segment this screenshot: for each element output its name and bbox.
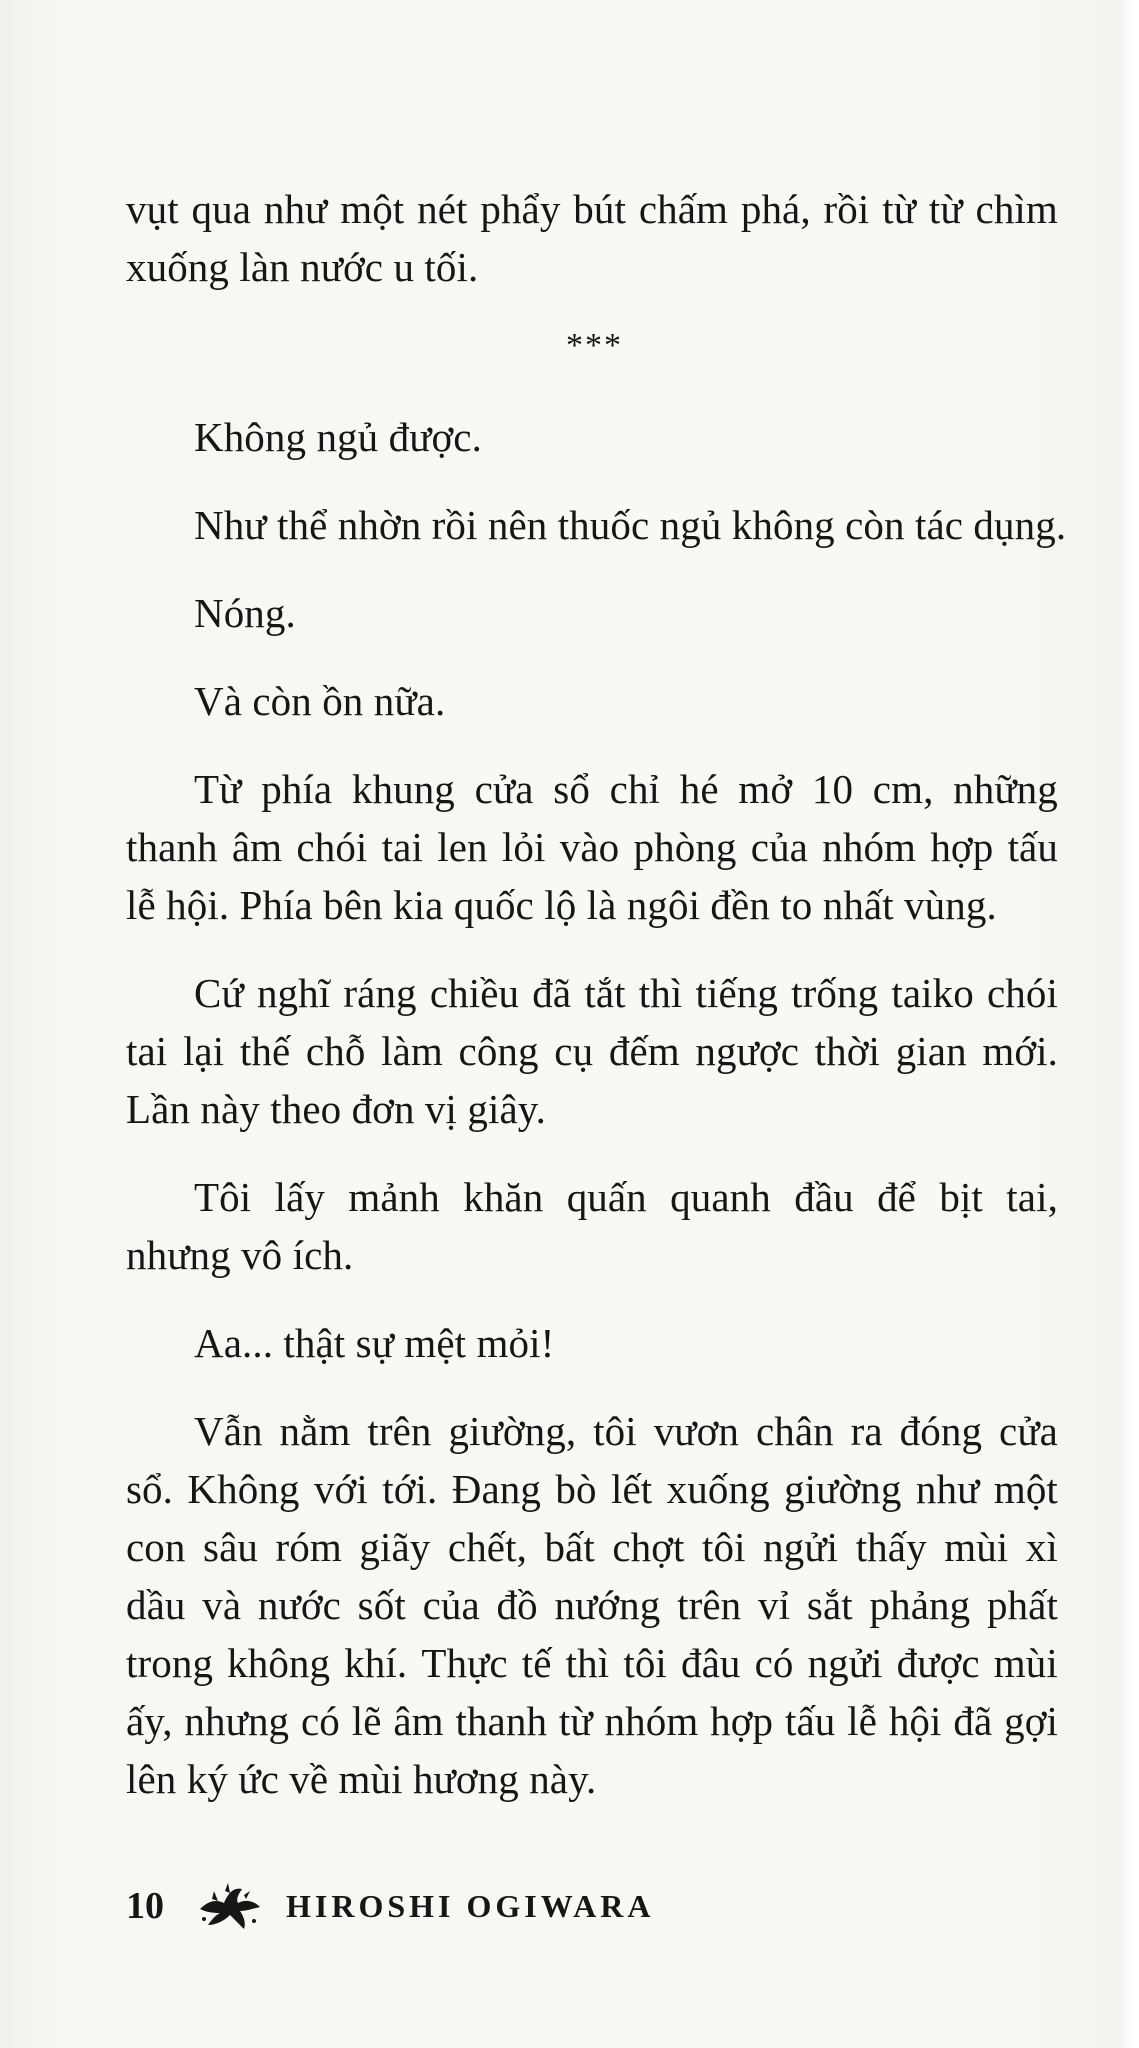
word: phòng <box>633 824 737 870</box>
word: thế <box>239 1028 291 1074</box>
word: tiếng <box>695 970 778 1016</box>
word: tế <box>521 1640 552 1686</box>
word: đếm <box>608 1028 680 1074</box>
word: có <box>754 1640 794 1686</box>
word: tai <box>381 824 423 870</box>
text-line: lên ký ức về mùi hương này. <box>126 1756 597 1802</box>
word: chiều <box>429 970 520 1016</box>
word: ráng <box>343 970 417 1016</box>
text-line: lễ hội. Phía bên kia quốc lộ là ngôi đền to nhất vùng. <box>126 882 997 928</box>
word: âm <box>231 824 283 870</box>
word: cửa <box>999 1408 1058 1454</box>
word: sâu <box>203 1524 258 1570</box>
word: hội <box>888 1698 942 1744</box>
word: nhóm <box>604 1698 699 1744</box>
text-line: Lần này theo đơn vị giây. <box>126 1086 547 1132</box>
word: lẽ <box>351 1698 382 1744</box>
word: lỏi <box>501 824 546 870</box>
word: để <box>877 1174 916 1220</box>
word: trong <box>126 1640 214 1686</box>
word: đầu <box>794 1174 854 1220</box>
word: chỉ <box>609 766 661 812</box>
text-line: xuống làn nước u tối. <box>126 244 479 290</box>
word: đã <box>532 970 572 1016</box>
word: khung <box>351 766 455 812</box>
word: chói <box>296 824 368 870</box>
page-edge <box>1121 0 1139 2048</box>
word: tai <box>126 1028 168 1074</box>
text-line: Aa... thật sự mệt mỏi! <box>194 1320 555 1366</box>
text-line: Như thể nhờn rồi nên thuốc ngủ không còn tác dụng. <box>194 502 1067 548</box>
word: tấu <box>784 1698 836 1744</box>
text-line: Và còn ồn nữa. <box>194 678 446 724</box>
word: đâu <box>681 1640 741 1686</box>
word: phía <box>261 766 333 812</box>
word: chỗ <box>305 1028 366 1074</box>
word: hợp <box>710 1698 774 1744</box>
word: trống <box>791 970 879 1016</box>
word: với <box>313 1466 368 1512</box>
text-line <box>194 760 1058 818</box>
word: có <box>300 1698 340 1744</box>
word: những <box>953 766 1058 812</box>
word: vào <box>559 824 620 870</box>
word: bất <box>544 1524 595 1570</box>
word: công <box>458 1028 539 1074</box>
word: khí. <box>344 1640 408 1686</box>
word: làm <box>381 1028 443 1074</box>
word: tấu <box>1007 824 1058 870</box>
word: róm <box>275 1524 342 1570</box>
word: nghĩ <box>256 970 331 1016</box>
word: bịt <box>939 1174 983 1220</box>
word: nét <box>417 186 468 232</box>
text-line <box>126 1692 1058 1750</box>
word: qua <box>191 186 252 232</box>
word: lết <box>610 1466 653 1512</box>
word: như <box>263 186 328 232</box>
word: đã <box>953 1698 993 1744</box>
word: ngược <box>695 1028 799 1074</box>
section-separator: *** <box>566 327 623 364</box>
word: quanh <box>670 1174 771 1220</box>
word: lấy <box>274 1174 325 1220</box>
word: thời <box>814 1028 881 1074</box>
word: tôi <box>623 1640 667 1686</box>
word: mùi <box>944 1524 1009 1570</box>
word: bút <box>573 186 626 232</box>
word: hợp <box>930 824 994 870</box>
word: chợt <box>612 1524 685 1570</box>
word: nhưng <box>184 1698 290 1744</box>
text-line <box>194 964 1058 1022</box>
word: nướng <box>554 1582 661 1628</box>
word: chìm <box>975 186 1058 232</box>
word: đóng <box>899 1408 983 1454</box>
text-line <box>126 1518 1058 1576</box>
word: bò <box>555 1466 597 1512</box>
word: Đang <box>451 1466 541 1512</box>
word: ngửi <box>807 1640 883 1686</box>
word: như <box>915 1466 980 1512</box>
word: mảnh <box>348 1174 440 1220</box>
word: ngửi <box>763 1524 839 1570</box>
word: tôi <box>593 1408 637 1454</box>
text-line: nhưng vô ích. <box>126 1232 354 1278</box>
word: một <box>993 1466 1058 1512</box>
word: gian <box>895 1028 967 1074</box>
word: nằm <box>279 1408 351 1454</box>
author-name: HIROSHI OGIWARA <box>286 1887 655 1924</box>
word: Thực <box>421 1640 508 1686</box>
word: thì <box>638 970 683 1016</box>
word: trên <box>367 1408 432 1454</box>
word: taiko <box>891 970 974 1016</box>
word: nhóm <box>822 824 917 870</box>
word: tắt <box>584 970 626 1016</box>
word: cm, <box>872 766 934 812</box>
text-line <box>126 1460 1058 1518</box>
word: phảng <box>869 1582 971 1628</box>
word: từ <box>882 186 917 232</box>
word: Không <box>187 1466 300 1512</box>
text-line <box>126 180 1058 238</box>
word: Vẫn <box>194 1408 263 1454</box>
word: vụt <box>126 186 179 232</box>
word: gợi <box>1004 1698 1058 1744</box>
word: sắt <box>806 1582 853 1628</box>
word: phẩy <box>480 186 561 232</box>
word: sổ <box>553 766 590 812</box>
word: giường <box>784 1466 902 1512</box>
word: âm <box>393 1698 444 1744</box>
word: tới. <box>382 1466 438 1512</box>
word: lại <box>182 1028 225 1074</box>
word: Cứ <box>194 970 244 1016</box>
word: thanh <box>455 1698 548 1744</box>
word: thấy <box>855 1524 927 1570</box>
page-footer <box>126 1876 655 1936</box>
word: chết, <box>447 1524 527 1570</box>
word: nước <box>257 1582 341 1628</box>
word: không <box>227 1640 331 1686</box>
word: sốt <box>357 1582 406 1628</box>
word: của <box>422 1582 480 1628</box>
word: dầu <box>126 1582 186 1628</box>
word: và <box>202 1582 242 1628</box>
word: con <box>126 1524 186 1570</box>
word: Từ <box>194 766 242 812</box>
word: thì <box>565 1640 610 1686</box>
text-line: Nóng. <box>194 590 296 636</box>
text-line <box>126 1022 1058 1080</box>
word: len <box>437 824 488 870</box>
page-number: 10 <box>126 1885 164 1927</box>
word: xì <box>1025 1524 1058 1570</box>
word: thanh <box>126 824 218 870</box>
word: lễ <box>847 1698 877 1744</box>
word: của <box>750 824 808 870</box>
word: được <box>896 1640 980 1686</box>
word: ra <box>850 1408 883 1454</box>
word: quấn <box>566 1174 647 1220</box>
word: 10 <box>811 766 854 812</box>
word: xuống <box>666 1466 770 1512</box>
word: sổ. <box>126 1466 174 1512</box>
word: tai, <box>1006 1174 1058 1220</box>
word: phất <box>986 1582 1058 1628</box>
word: trên <box>677 1582 742 1628</box>
word: chấm <box>638 186 729 232</box>
word: vươn <box>653 1408 739 1454</box>
word: phá, <box>740 186 811 232</box>
word: cụ <box>554 1028 594 1074</box>
word: tôi <box>702 1524 746 1570</box>
word: từ <box>928 186 963 232</box>
word: từ <box>558 1698 593 1744</box>
word: giãy <box>359 1524 431 1570</box>
text-line <box>126 818 1058 876</box>
word: một <box>340 186 405 232</box>
text-line <box>194 1168 1058 1226</box>
word: ấy, <box>126 1698 173 1744</box>
text-line <box>126 1634 1058 1692</box>
word: chói <box>987 970 1058 1016</box>
word: hé <box>679 766 719 812</box>
word: mở <box>738 766 793 812</box>
publisher-ornament-icon <box>194 1879 264 1933</box>
word: giường, <box>448 1408 577 1454</box>
word: mới. <box>982 1028 1058 1074</box>
word: chân <box>755 1408 834 1454</box>
word: rồi <box>823 186 870 232</box>
text-line <box>194 1402 1058 1460</box>
text-line <box>126 1576 1058 1634</box>
word: Tôi <box>194 1174 252 1220</box>
word: mùi <box>993 1640 1058 1686</box>
word: vỉ <box>758 1582 791 1628</box>
text-line: Không ngủ được. <box>194 414 482 460</box>
word: đồ <box>496 1582 538 1628</box>
word: cửa <box>474 766 534 812</box>
word: khăn <box>463 1174 544 1220</box>
